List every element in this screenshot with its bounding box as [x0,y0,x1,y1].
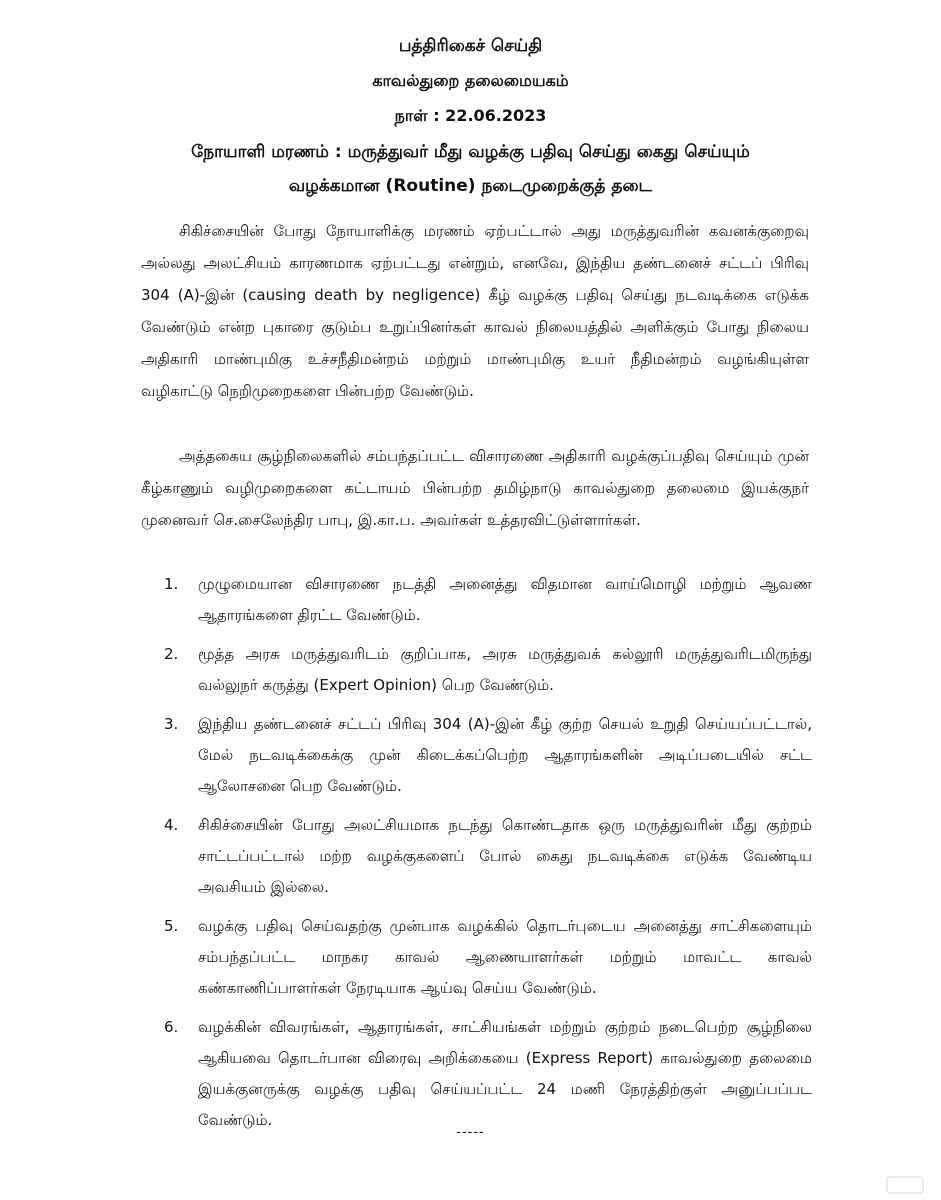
document-type-heading: பத்திரிகைச் செய்தி [398,36,543,56]
guideline-item [164,911,812,1004]
watermark-icon [885,1174,925,1196]
guideline-item [164,810,812,903]
body-paragraph-1: சிகிச்சையின் போது நோயாளிக்கு மரணம் ஏற்பட்டால் அது மருத்துவரின் கவனக்குறைவு அல்லது அலட்சியம் காரணமாக ஏற்பட்டது என்றும், எனவே, இந்திய தண்டனைச் சட்டப் பிரிவு 304 (A)-இன் (causing death by negligence) கீழ் வழக்கு பதிவு செய்து நடவடிக்கை எடுக்க வேண்டும் என்ற புகாரை குடும்ப உறுப்பினர்கள் காவல் நிலையத்தில் அளிக்கும் போது நிலைய அதிகாரி மாண்புமிகு உச்சநீதிமன்றம் மற்றும் மாண்புமிகு உயர் நீதிமன்றம் வழங்கியுள்ள வழிகாட்டு நெறிமுறைகளை பின்பற்ற வேண்டும். [141,222,809,400]
guideline-number: 3. [164,715,179,733]
guidelines-list [164,569,812,1144]
guideline-number: 4. [164,816,179,834]
headline-line-2: வழக்கமான (Routine) நடைமுறைக்குத் தடை [288,176,653,196]
guideline-text: மூத்த அரசு மருத்துவரிடம் குறிப்பாக, அரசு மருத்துவக் கல்லூரி மருத்துவரிடமிருந்து வல்லுநர் கருத்து (Expert Opinion) பெற வேண்டும். [198,645,812,694]
guideline-text: இந்திய தண்டனைச் சட்டப் பிரிவு 304 (A)-இன் கீழ் குற்ற செயல் உறுதி செய்யப்பட்டால், மேல் நடவடிக்கைக்கு முன் கிடைக்கப்பெற்ற ஆதாரங்களின் அடிப்படையில் சட்ட ஆலோசனை பெற வேண்டும். [198,715,812,795]
guideline-text: முழுமையான விசாரணை நடத்தி அனைத்து விதமான வாய்மொழி மற்றும் ஆவண ஆதாரங்களை திரட்ட வேண்டும். [198,575,812,624]
end-of-document-mark: ----- [456,1125,485,1140]
guideline-item [164,639,812,701]
date-line: நாள் : 22.06.2023 [394,106,547,125]
guideline-item [164,709,812,802]
guideline-number: 6. [164,1018,179,1036]
guideline-text: வழக்கு பதிவு செய்வதற்கு முன்பாக வழக்கில் தொடர்புடைய அனைத்து சாட்சிகளையும் சம்பந்தப்பட்ட மாநகர காவல் ஆணையாளர்கள் மற்றும் மாவட்ட காவல் கண்காணிப்பாளர்கள் நேரடியாக ஆய்வு செய்ய வேண்டும். [198,917,812,997]
guideline-number: 5. [164,917,179,935]
issuing-office-heading: காவல்துறை தலைமையகம் [372,71,569,90]
guideline-number: 1. [164,575,179,593]
guideline-text: வழக்கின் விவரங்கள், ஆதாரங்கள், சாட்சியங்கள் மற்றும் குற்றம் நடைபெற்ற சூழ்நிலை ஆகியவை தொடர்பான விரைவு அறிக்கையை (Express Report) காவல்துறை தலைமை இயக்குனருக்கு வழக்கு பதிவு செய்யப்பட்ட 24 மணி நேரத்திற்குள் அனுப்பப்பட வேண்டும். [198,1018,812,1129]
guideline-item [164,1012,812,1136]
guideline-item [164,569,812,631]
guideline-text: சிகிச்சையின் போது அலட்சியமாக நடந்து கொண்டதாக ஒரு மருத்துவரின் மீது குற்றம் சாட்டப்பட்டால் மற்ற வழக்குகளைப் போல் கைது நடவடிக்கை எடுக்க வேண்டிய அவசியம் இல்லை. [198,816,812,896]
guideline-number: 2. [164,645,179,663]
headline-line-1: நோயாளி மரணம் : மருத்துவர் மீது வழக்கு பதிவு செய்து கைது செய்யும் [191,142,750,162]
body-paragraph-2: அத்தகைய சூழ்நிலைகளில் சம்பந்தப்பட்ட விசாரணை அதிகாரி வழக்குப்பதிவு செய்யும் முன் கீழ்காணும் வழிமுறைகளை கட்டாயம் பின்பற்ற தமிழ்நாடு காவல்துறை தலைமை இயக்குநர் முனைவர் செ.சைலேந்திர பாபு, இ.கா.ப. அவர்கள் உத்தரவிட்டுள்ளார்கள். [141,447,809,529]
